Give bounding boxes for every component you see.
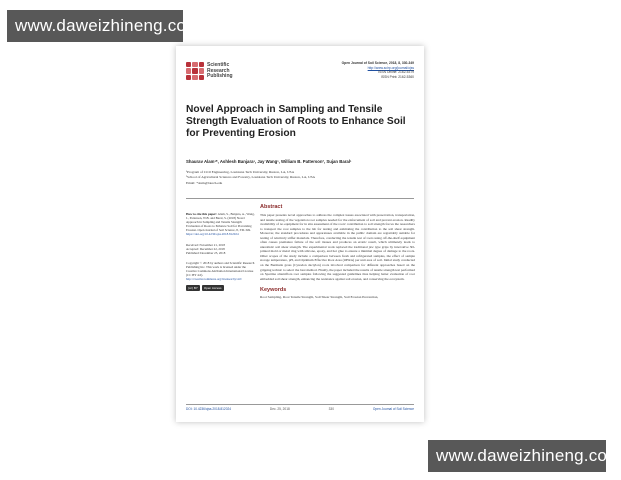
paper-title: Novel Approach in Sampling and Tensile Strength Evaluation of Roots to Enhance Soil for Preventing Erosion	[186, 104, 406, 139]
cite-label: How to cite this paper:	[186, 212, 217, 216]
footer-doi[interactable]: DOI: 10.4236/ojss.2018.812024	[186, 407, 232, 411]
footer-date: Dec. 25, 2018	[269, 407, 290, 411]
accepted-date: Accepted: December 22, 2018	[186, 246, 225, 251]
journal-name: Open Journal of Soil Science, 2018, 8, 330-349	[341, 61, 414, 65]
publisher-name-line2: Research	[207, 67, 230, 74]
watermark-top: www.daweizhineng.com	[7, 10, 183, 42]
cc-by-badge-icon: (cc) BY	[188, 286, 198, 291]
affiliations	[186, 170, 315, 186]
copyright-text: Copyright © 2018 by authors and Scientific Research Publishing Inc. This work is licensed under the Creative Commons Attribution International License (CC BY 4.0).	[186, 260, 255, 278]
journal-url[interactable]: http://www.scirp.org/journal/ojss	[367, 65, 414, 70]
license-badges	[186, 285, 256, 291]
issn-print: ISSN Print: 2162-5360	[381, 74, 414, 79]
abstract-text: This paper presents novel approaches to address the complex issues associated with preservation, transportation, and tensile testing of the vegetation root samples needed for the enforcement of soil and prevent erosion. Readily availability of no equipment for in situ assessment of the roots' contribution to soil strength forces the researchers to transport the root samples to the lab for testing and estimating the contribution to the soil shear strength. Moreover, the standard procedures and apparatuses available in the public domain are regrettably suitable for testing of relatively stiffer materials. Therefore, conducting the tensile test of roots using off-the-shelf equipment often causes premature failure of the soft tissues and produces an erratic result, which ultimately leads to unrealistic soil shear strength. The experimental work replaced the traditional jaw type grips by innovative 3D-printed mold or metal ring with silicone, epoxy, and hot glue to ensure a minimal degree of damage to the roots. Other scopes of the study include a comparison between fresh and refrigerated samples, the effect of sample storage temperature, pH, and Optimum Effective Root Area (OERA) per unit area of soil. Initial study conducted on the Bermuda grass (Cynodon dactylon) roots involved comparison for different approaches based on the gripping technic to select the best method. Finally, the paper included the results of tensile strength test performed on Spartina alterniflora root samples following the suggested guidelines thus helping better evaluation of root embedded soil shear strength, enhancing the resistance against soil erosion, and conserving the ecosystem.	[260, 213, 415, 281]
publisher-logo	[186, 62, 256, 84]
cite-doi-link[interactable]: https://doi.org/10.4236/ojss.2018.812024	[186, 232, 239, 237]
journal-info	[342, 61, 414, 79]
footer-divider	[186, 404, 414, 405]
footer-page-number: 330	[328, 407, 334, 411]
affiliation-2: ²School of Agricultural Sciences and Forestry, Louisiana Tech University, Ruston, LA, USA	[186, 174, 316, 179]
published-date: Published: December 25, 2018	[186, 250, 226, 255]
article-sidebar	[186, 212, 256, 291]
cite-text: Alam, S., Banjara, A., Wang, J., Patterson, W.B. and Baral, S. (2018) Novel Approach in Sampling and Tensile Strength Evaluation of Roots to Enhance Soil for Preventing Erosion. Open Journal of Soil Science, 8, 330-349.	[186, 212, 255, 233]
keywords-heading: Keywords	[260, 287, 287, 294]
publisher-name-line3: Publishing	[207, 73, 233, 80]
issn-online: ISSN Online: 2162-5379	[378, 70, 414, 74]
author-email: Email: *alam@latech.edu	[186, 181, 223, 186]
publisher-logo-icon	[186, 62, 204, 80]
abstract-section	[260, 204, 415, 300]
abstract-heading: Abstract	[260, 204, 283, 210]
keywords-text: Root Sampling, Root Tensile Strength, Soil Shear Strength, Soil Erosion Prevention,	[260, 295, 379, 300]
license-link[interactable]: http://creativecommons.org/licenses/by/4.0/	[186, 277, 242, 282]
received-date: Received: November 21, 2018	[186, 242, 225, 247]
page-footer	[186, 407, 414, 411]
paper-authors: Shaurav Alam¹*, Ashlesh Banjara¹, Jay Wang¹, William B. Patterson², Sujan Baral¹	[186, 159, 352, 164]
affiliation-1: ¹Program of Civil Engineering, Louisiana Tech University, Ruston, LA, USA	[186, 170, 295, 174]
paper-page	[176, 46, 424, 422]
divider	[186, 198, 414, 199]
publisher-name-line1: Scientific	[207, 62, 230, 68]
open-access-badge: Open Access	[203, 286, 222, 291]
watermark-bottom: www.daweizhineng.com	[428, 440, 606, 472]
footer-journal: Open Journal of Soil Science	[372, 407, 414, 411]
